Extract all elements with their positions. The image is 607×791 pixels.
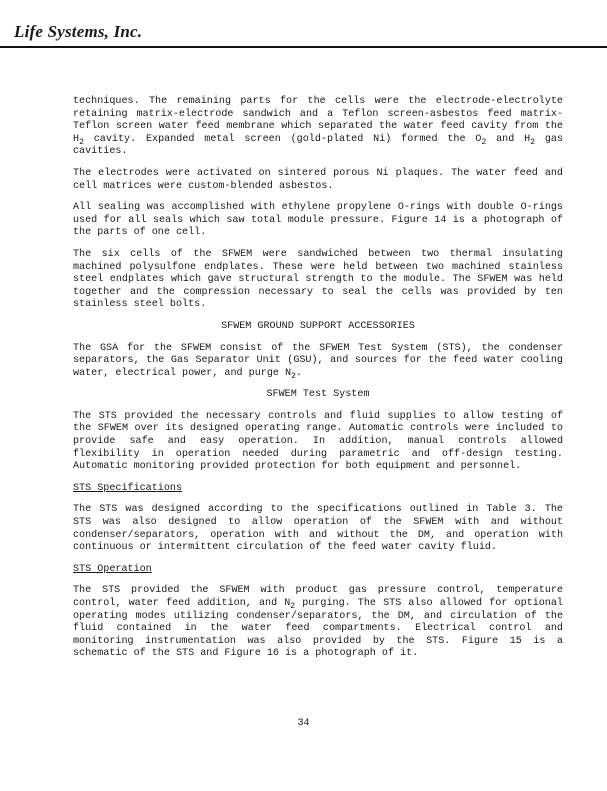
heading-test-system: SFWEM Test System: [266, 389, 370, 401]
paragraph-endplates: The six cells of the SFWEM were sandwiched between two thermal insulating machined polysulfone endplates. These were held between two machined stainless steel endplates which gave structural strength to the module. The SFWEM was held together and the compression necessary to seal the cells was provided by ten stainless steel bolts.: [73, 248, 563, 311]
heading-ground-support-accessories: SFWEM GROUND SUPPORT ACCESSORIES: [221, 320, 415, 332]
paragraph-sealing: All sealing was accomplished with ethylene propylene O-rings with double O-rings used for all seals which saw total module pressure. Figure 14 is a photograph of the parts of one cell.: [73, 202, 563, 239]
paragraph-sts-specifications: The STS was designed according to the specifications outlined in Table 3. The STS was also designed to allow operation of the SFWEM with and without condenser/separators, operation with and without the DM, and operation with continuous or intermittent circulation of the feed water cavity fluid.: [73, 504, 563, 554]
paragraph-gsa: The GSA for the SFWEM consist of the SFWEM Test System (STS), the condenser separators, the Gas Separator Unit (GSU), and sources for the feed water cooling water, electrical power, and purge $N_2$.: [73, 342, 563, 381]
paragraph-cell-parts: techniques. The remaining parts for the cells were the electrode-electrolyte retaining matrix-electrode sandwich and a Teflon screen-asbestos feed matrix-Teflon screen water feed membrane which separated the water feed cavity from the $H_2$ cavity. Expanded metal screen (gold-plated Ni) formed the $O_2$ and $H_2$ gas cavities.: [73, 96, 564, 158]
page-number: 34: [297, 718, 310, 729]
paragraph-test-system: The STS provided the necessary controls and fluid supplies to allow testing of the SFWEM over its designed operating range. Automatic controls were included to provide safe and easy operation. In addition, manual controls allowed flexibility in operation needed during parametric and off-design testing. Automatic monitoring provided protection for both equipment and personnel.: [73, 410, 563, 473]
heading-sts-operation: STS Operation: [73, 563, 152, 575]
page-body: [73, 96, 563, 670]
company-logo: Life Systems, Inc.: [14, 22, 143, 41]
header-rule: [0, 46, 607, 48]
heading-sts-specifications: STS Specifications: [73, 482, 183, 494]
paragraph-sts-operation: The STS provided the SFWEM with product gas pressure control, temperature control, water feed addition, and $N_2$ purging. The STS also allowed for optional operating modes utilizing condenser/separators, the DM, and circulation of the fluid contained in the water feed compartments. Electrical control and monitoring instrumentation was also provided by the STS. Figure 15 is a schematic of the STS and Figure 16 is a photograph of it.: [73, 585, 563, 660]
paragraph-electrodes: The electrodes were activated on sintered porous Ni plaques. The water feed and cell matrices were custom-blended asbestos.: [73, 167, 563, 192]
